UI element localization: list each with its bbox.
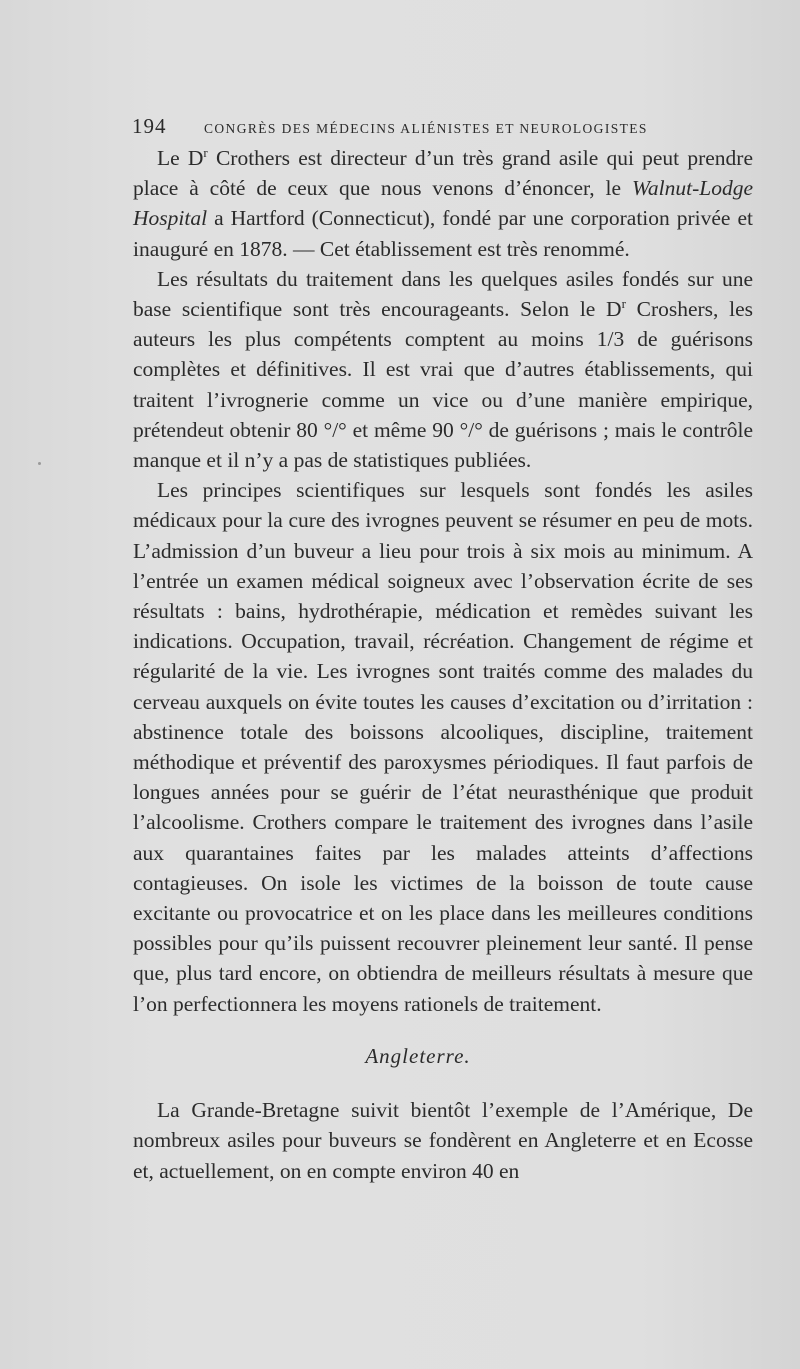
italic-text: Walnut-Lodge Hospital xyxy=(133,176,753,231)
section-title: Angleterre. xyxy=(365,1043,471,1068)
text-segment: La Grande-Bretagne suivit bientôt l’exemple de l’Amérique, De nombreux asiles pour buveurs se fondèrent en Angleterre et en Ecosse et, actuellement, on en compte environ 40 en xyxy=(133,1098,753,1183)
paper-speck xyxy=(38,462,41,465)
text-segment: Croshers, les auteurs les plus compétents comptent au moins 1/3 de guérisons complètes et définitives. Il est vrai que d’autres établissements, qui traitent l’ivrognerie comme un vice ou d’une manière empirique, prétendeut obtenir 80 °/° et même 90 °/° de guérisons ; mais le contrôle manque et il n’y a pas de statistiques publiées. xyxy=(133,297,753,473)
paragraph xyxy=(133,264,753,475)
paragraph xyxy=(133,143,753,264)
body-text xyxy=(133,143,753,1186)
text-segment: Crothers est directeur d’un très grand asile qui peut prendre place à côté de ceux que nous venons d’énoncer, le xyxy=(133,146,753,201)
text-segment: Le D xyxy=(157,146,204,170)
paragraphs-after-section xyxy=(133,1095,753,1186)
superscript: r xyxy=(203,144,208,160)
paragraph xyxy=(133,475,753,1019)
text-segment: Les principes scientifiques sur lesquels sont fondés les asiles médicaux pour la cure des ivrognes peuvent se résumer en peu de mots. L’admission d’un buveur a lieu pour trois à six mois au minimum. A l’entrée un examen médical soigneux avec l’observation écrite de ses résultats : bains, hydrothérapie, médication et remèdes suivant les indications. Occupation, travail, récréation. Changement de régime et régularité de la vie. Les ivrognes sont traités comme des malades du cerveau auxquels on évite toutes les causes d’excitation ou d’irritation : abstinence totale des boissons alcooliques, discipline, traitement méthodique et préventif des paroxysmes périodiques. Il faut parfois de longues années pour se guérir de l’état neurasthénique que produit l’alcoolisme. Crothers compare le traitement des ivrognes dans l’asile aux quarantaines faites par les malades atteints d’affections contagieuses. On isole les victimes de la boisson de toute cause excitante ou provocatrice et on les place dans les meilleures conditions possibles pour qu’ils puissent recouvrer pleinement leur santé. Il pense que, plus tard encore, on obtiendra de meilleurs résultats à mesure que l’on perfectionnera les moyens rationels de traitement. xyxy=(133,478,753,1016)
page-header xyxy=(132,114,752,142)
page-number: 194 xyxy=(132,114,167,138)
text-segment: Les résultats du traitement dans les quelques asiles fondés sur une base scientifique sont très encourageants. Selon le D xyxy=(133,266,753,322)
superscript: r xyxy=(621,295,626,311)
text-segment: a Hartford (Connecticut), fondé par une corporation privée et inauguré en 1878. — Cet établissement est très renommé. xyxy=(133,206,753,261)
running-head: CONGRÈS DES MÉDECINS ALIÉNISTES ET NEUROLOGISTES xyxy=(204,121,648,136)
paragraph xyxy=(133,1095,753,1186)
paragraphs-before-section xyxy=(133,143,753,1019)
